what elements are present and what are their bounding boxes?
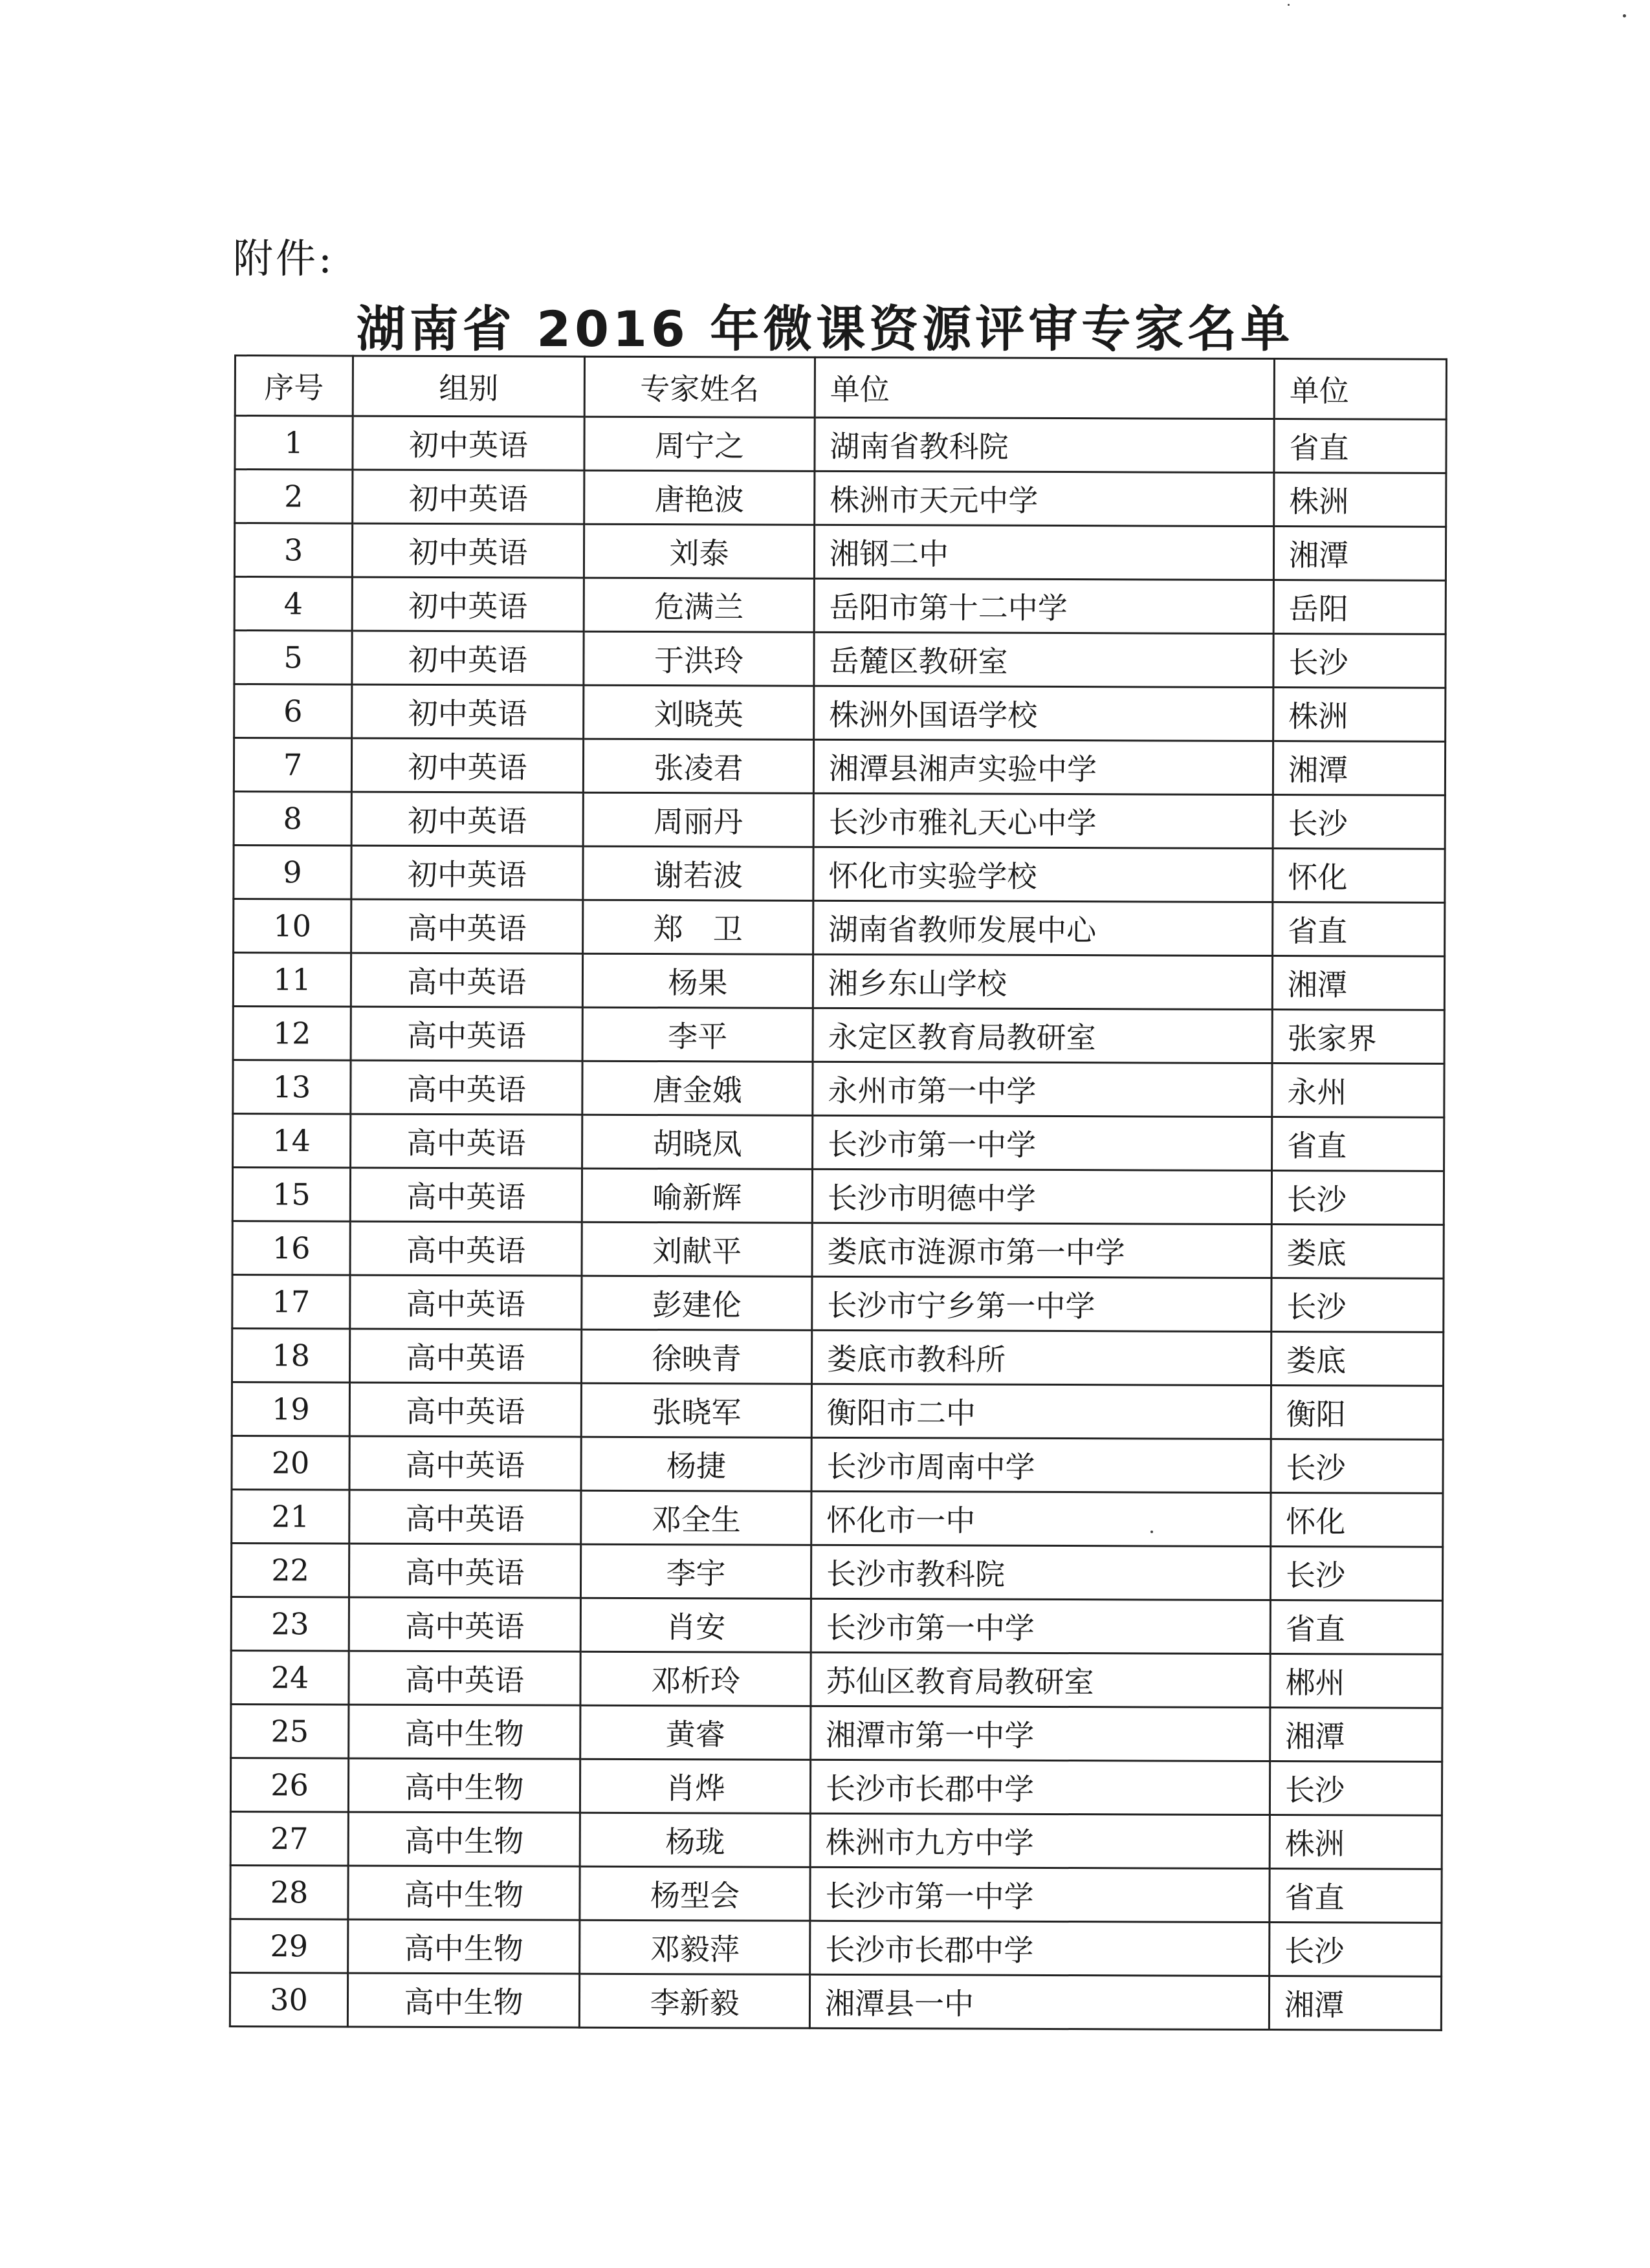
scan-speck	[1150, 1531, 1153, 1533]
table-row	[234, 631, 1446, 688]
cell-expert-name: 谢若波	[583, 846, 813, 900]
cell-index: 12	[233, 1006, 351, 1060]
cell-unit: 娄底市涟源市第一中学	[812, 1223, 1271, 1278]
cell-index: 30	[230, 1972, 347, 2027]
cell-index: 17	[232, 1274, 350, 1329]
cell-unit: 怀化市一中	[811, 1491, 1271, 1546]
document-title: 湖南省 2016 年微课资源评审专家名单	[356, 300, 1294, 358]
cell-group: 高中生物	[349, 1705, 580, 1759]
cell-index: 9	[234, 845, 351, 900]
table-row	[234, 845, 1445, 903]
cell-region: 怀化	[1271, 1493, 1443, 1547]
cell-unit: 湘潭县湘声实验中学	[813, 739, 1273, 794]
cell-group: 初中英语	[351, 738, 583, 792]
cell-region: 湘潭	[1273, 741, 1445, 796]
cell-group: 高中英语	[351, 1114, 582, 1168]
expert-roster-table	[229, 354, 1447, 2031]
cell-unit: 长沙市周南中学	[811, 1437, 1271, 1492]
cell-unit: 怀化市实验学校	[813, 847, 1273, 902]
cell-group: 高中英语	[350, 1275, 582, 1329]
cell-region: 衡阳	[1271, 1386, 1443, 1440]
table-row	[234, 792, 1445, 849]
cell-unit: 长沙市雅礼天心中学	[813, 793, 1273, 848]
cell-region: 长沙	[1273, 795, 1445, 849]
cell-unit: 岳麓区教研室	[814, 632, 1273, 687]
cell-expert-name: 胡晓凤	[582, 1115, 813, 1169]
cell-region: 省直	[1273, 902, 1445, 957]
cell-expert-name: 杨珑	[580, 1813, 810, 1867]
table-row	[233, 1006, 1444, 1063]
cell-index: 10	[234, 899, 351, 954]
cell-group: 初中英语	[352, 631, 584, 685]
cell-unit: 永定区教育局教研室	[813, 1008, 1272, 1063]
table-header-row	[235, 356, 1446, 420]
table-row	[230, 1758, 1442, 1815]
cell-index: 1	[235, 416, 353, 470]
cell-expert-name: 邓析玲	[580, 1652, 811, 1706]
cell-group: 高中生物	[348, 1758, 580, 1813]
table-row	[234, 899, 1445, 957]
table-row	[231, 1597, 1442, 1654]
cell-group: 高中生物	[348, 1866, 580, 1920]
cell-region: 株洲	[1274, 473, 1446, 527]
cell-expert-name: 张凌君	[583, 739, 813, 793]
cell-unit: 株洲外国语学校	[814, 686, 1273, 741]
cell-region: 省直	[1270, 1869, 1442, 1923]
cell-group: 高中英语	[349, 1490, 581, 1544]
cell-index: 24	[231, 1650, 349, 1705]
cell-expert-name: 肖烨	[580, 1759, 810, 1813]
cell-unit: 株洲市天元中学	[815, 471, 1274, 526]
cell-index: 18	[232, 1328, 350, 1382]
cell-region: 长沙	[1270, 1547, 1442, 1601]
header-group: 组别	[353, 356, 584, 417]
cell-unit: 湘潭市第一中学	[811, 1706, 1270, 1761]
cell-region: 省直	[1270, 1600, 1442, 1655]
cell-index: 4	[234, 577, 352, 631]
cell-index: 23	[231, 1597, 349, 1651]
cell-group: 高中生物	[348, 1812, 580, 1866]
table-row	[233, 953, 1444, 1010]
cell-unit: 湘潭县一中	[809, 1974, 1269, 2029]
cell-unit: 长沙市宁乡第一中学	[812, 1276, 1271, 1331]
cell-region: 湘潭	[1273, 527, 1446, 581]
cell-index: 21	[232, 1489, 349, 1543]
cell-group: 高中英语	[349, 1436, 581, 1490]
cell-group: 高中英语	[349, 1651, 580, 1705]
cell-index: 22	[231, 1543, 349, 1597]
cell-region: 娄底	[1271, 1225, 1444, 1279]
cell-group: 初中英语	[351, 845, 583, 900]
table-row	[230, 1865, 1442, 1923]
cell-region: 永州	[1272, 1063, 1444, 1118]
cell-index: 11	[233, 953, 351, 1007]
cell-region: 长沙	[1273, 634, 1446, 688]
table-row	[231, 1650, 1442, 1708]
cell-unit: 长沙市教科院	[811, 1545, 1270, 1600]
table-row	[234, 738, 1445, 796]
cell-index: 28	[230, 1865, 348, 1919]
table-row	[230, 1811, 1442, 1869]
cell-region: 长沙	[1271, 1439, 1443, 1494]
cell-group: 初中英语	[353, 470, 584, 524]
cell-unit: 岳阳市第十二中学	[814, 578, 1273, 633]
table-row	[231, 1704, 1442, 1761]
cell-expert-name: 杨捷	[581, 1437, 811, 1491]
cell-unit: 娄底市教科所	[812, 1330, 1271, 1385]
cell-expert-name: 刘献平	[582, 1222, 812, 1276]
cell-expert-name: 李宇	[580, 1544, 811, 1598]
table-body	[230, 416, 1446, 2031]
cell-group: 高中英语	[351, 1060, 582, 1115]
table-row	[235, 416, 1446, 474]
scan-speck	[1623, 14, 1626, 17]
cell-group: 高中英语	[350, 1329, 582, 1383]
cell-index: 26	[230, 1758, 348, 1812]
cell-unit: 株洲市九方中学	[810, 1813, 1270, 1868]
table-row	[232, 1435, 1443, 1493]
cell-region: 长沙	[1271, 1171, 1444, 1225]
cell-expert-name: 唐金娥	[582, 1061, 813, 1115]
cell-expert-name: 黄睿	[580, 1705, 811, 1760]
cell-unit: 衡阳市二中	[811, 1384, 1271, 1439]
cell-region: 怀化	[1273, 849, 1445, 903]
table-row	[230, 1919, 1442, 1976]
cell-expert-name: 刘泰	[584, 524, 814, 578]
cell-index: 20	[232, 1435, 349, 1490]
cell-group: 初中英语	[351, 792, 583, 846]
cell-unit: 湖南省教科院	[815, 417, 1274, 472]
scan-speck	[1288, 4, 1290, 6]
cell-expert-name: 杨型会	[580, 1866, 810, 1921]
header-region: 单位	[1274, 359, 1446, 420]
cell-region: 长沙	[1271, 1278, 1444, 1333]
table-row	[232, 1489, 1443, 1547]
cell-index: 15	[232, 1167, 350, 1221]
cell-index: 14	[233, 1113, 351, 1168]
cell-group: 高中英语	[349, 1382, 581, 1437]
cell-region: 长沙	[1270, 1761, 1442, 1816]
cell-expert-name: 周丽丹	[583, 792, 813, 847]
table-row	[233, 1060, 1444, 1117]
cell-unit: 长沙市长郡中学	[810, 1760, 1270, 1815]
cell-region: 张家界	[1272, 1010, 1444, 1064]
cell-expert-name: 李平	[582, 1007, 813, 1062]
table-row	[234, 577, 1446, 635]
cell-region: 湘潭	[1269, 1976, 1441, 2031]
header-expert-name: 专家姓名	[584, 356, 815, 417]
cell-region: 湘潭	[1272, 956, 1444, 1010]
header-unit: 单位	[815, 357, 1274, 419]
cell-index: 13	[233, 1060, 351, 1114]
cell-index: 7	[234, 738, 351, 792]
cell-region: 岳阳	[1273, 580, 1446, 635]
cell-expert-name: 邓毅萍	[580, 1920, 810, 1974]
cell-group: 初中英语	[352, 684, 584, 739]
cell-expert-name: 唐艳波	[584, 470, 815, 525]
cell-unit: 湖南省教师发展中心	[813, 900, 1273, 955]
cell-expert-name: 张晓军	[581, 1383, 811, 1437]
cell-expert-name: 周宁之	[584, 417, 815, 471]
cell-unit: 苏仙区教育局教研室	[811, 1652, 1270, 1707]
attachment-label: 附件:	[233, 235, 335, 282]
table-row	[232, 1328, 1444, 1386]
table-row	[231, 1543, 1442, 1600]
cell-region: 娄底	[1271, 1332, 1444, 1386]
cell-expert-name: 危满兰	[584, 578, 814, 632]
cell-region: 郴州	[1270, 1654, 1442, 1708]
table-row	[232, 1382, 1443, 1439]
cell-group: 高中英语	[350, 1221, 582, 1276]
cell-expert-name: 肖安	[580, 1598, 811, 1652]
cell-index: 2	[235, 470, 353, 524]
cell-expert-name: 李新毅	[579, 1974, 809, 2028]
cell-region: 株洲	[1273, 688, 1446, 742]
table-row	[234, 523, 1446, 581]
table-row	[232, 1221, 1444, 1278]
cell-group: 高中生物	[347, 1973, 579, 2027]
table-row	[233, 1113, 1444, 1171]
cell-group: 高中英语	[351, 953, 582, 1007]
cell-group: 高中生物	[348, 1919, 580, 1974]
cell-index: 8	[234, 792, 351, 846]
cell-group: 初中英语	[352, 523, 584, 578]
cell-region: 省直	[1272, 1117, 1444, 1172]
cell-expert-name: 杨果	[582, 954, 813, 1008]
cell-group: 高中英语	[349, 1543, 580, 1598]
table-row	[232, 1167, 1444, 1225]
cell-expert-name: 徐映青	[582, 1329, 812, 1384]
cell-unit: 湘乡东山学校	[813, 954, 1272, 1009]
cell-index: 16	[232, 1221, 350, 1275]
cell-group: 高中英语	[349, 1597, 580, 1652]
cell-expert-name: 彭建伦	[582, 1276, 812, 1330]
cell-expert-name: 刘晓英	[584, 685, 814, 739]
cell-unit: 长沙市第一中学	[811, 1598, 1270, 1653]
table-row	[232, 1274, 1444, 1332]
cell-region: 省直	[1274, 419, 1446, 474]
cell-unit: 湘钢二中	[814, 525, 1273, 580]
header-index: 序号	[235, 356, 353, 417]
cell-index: 25	[231, 1704, 349, 1758]
cell-group: 初中英语	[352, 577, 584, 631]
table-row	[235, 470, 1446, 527]
table-row	[234, 684, 1446, 742]
cell-group: 高中英语	[351, 1007, 582, 1061]
cell-group: 高中英语	[350, 1168, 582, 1222]
cell-unit: 长沙市第一中学	[813, 1115, 1272, 1170]
cell-index: 5	[234, 631, 352, 685]
cell-region: 长沙	[1270, 1923, 1442, 1977]
cell-expert-name: 邓全生	[581, 1490, 811, 1545]
cell-expert-name: 于洪玲	[584, 631, 814, 686]
cell-unit: 长沙市长郡中学	[810, 1921, 1270, 1976]
cell-expert-name: 郑 卫	[583, 900, 813, 954]
cell-expert-name: 喻新辉	[582, 1168, 812, 1223]
cell-group: 初中英语	[353, 416, 584, 470]
cell-group: 高中英语	[351, 899, 583, 954]
cell-unit: 长沙市明德中学	[812, 1169, 1271, 1224]
table-row	[230, 1972, 1441, 2030]
cell-index: 3	[234, 523, 352, 578]
cell-index: 27	[230, 1811, 348, 1866]
cell-region: 株洲	[1270, 1815, 1442, 1870]
cell-unit: 永州市第一中学	[813, 1062, 1272, 1117]
cell-unit: 长沙市第一中学	[810, 1867, 1270, 1922]
cell-region: 湘潭	[1270, 1708, 1442, 1762]
cell-index: 29	[230, 1919, 348, 1973]
cell-index: 19	[232, 1382, 349, 1436]
cell-index: 6	[234, 684, 352, 739]
